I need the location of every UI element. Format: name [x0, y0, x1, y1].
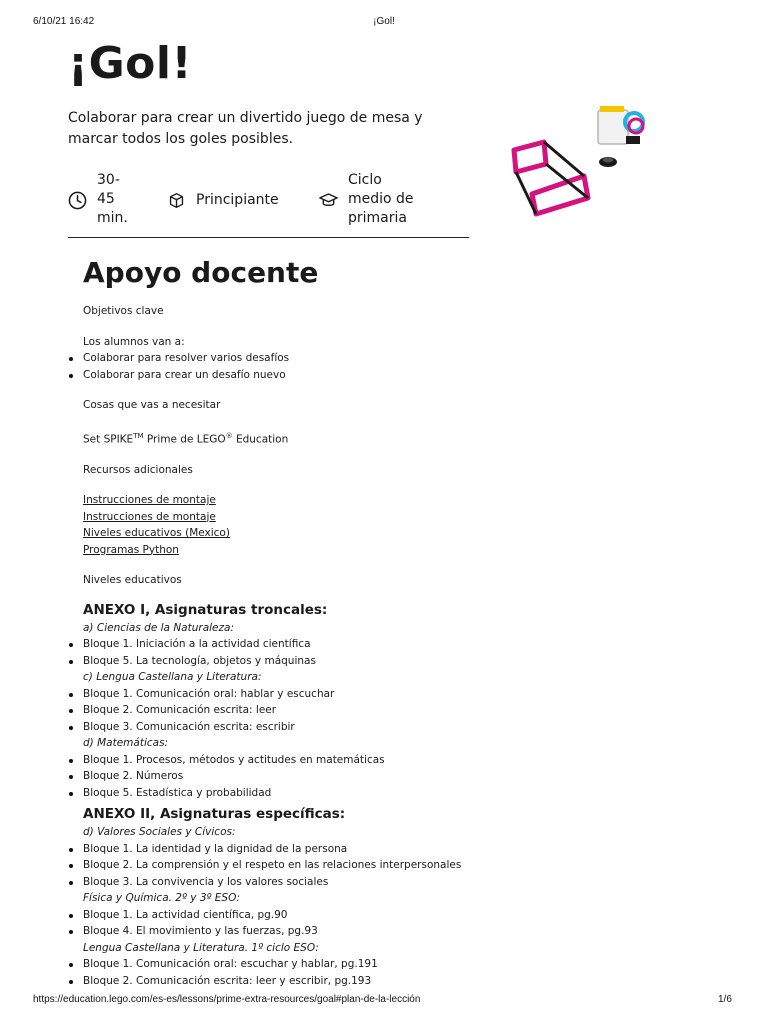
section-title: Apoyo docente [83, 256, 319, 289]
list-item: Bloque 2. La comprensión y el respeto en las relaciones interpersonales [83, 857, 703, 874]
print-url: https://education.lego.com/es-es/lessons/prime-extra-resources/goal#plan-de-la-lección [33, 994, 421, 1005]
resources-heading: Recursos adicionales [83, 463, 193, 476]
list-item: Bloque 2. Números [83, 768, 703, 785]
list-item: Bloque 4. El movimiento y las fuerzas, pg.93 [83, 923, 703, 940]
registered-mark: ® [225, 431, 233, 440]
curriculum-list [83, 907, 703, 940]
difficulty-level: Principiante [196, 192, 279, 208]
list-item: Bloque 3. Comunicación escrita: escribir [83, 719, 703, 736]
list-item: Colaborar para resolver varios desafíos [83, 350, 703, 367]
curriculum-list [83, 956, 703, 989]
link-building-instructions-1[interactable]: Instrucciones de montaje [83, 494, 216, 506]
list-item: Bloque 1. La identidad y la dignidad de la persona [83, 841, 703, 858]
page-number: 1/6 [718, 994, 732, 1005]
needs-heading: Cosas que vas a necesitar [83, 399, 221, 411]
lesson-meta [68, 170, 468, 230]
teacher-support-content [83, 303, 703, 989]
students-intro: Los alumnos van a: [83, 335, 185, 348]
lesson-description: Colaborar para crear un divertido juego de mesa y marcar todos los goles posibles. [68, 110, 423, 147]
trademark-mark: TM [133, 431, 144, 440]
curriculum-list [83, 841, 703, 891]
list-item: Bloque 5. La tecnología, objetos y máquinas [83, 653, 703, 670]
grade-line: medio de [348, 191, 414, 207]
set-name-part: Education [232, 433, 289, 445]
lesson-title: ¡Gol! [68, 38, 193, 89]
duration-line: 45 [97, 191, 115, 207]
list-item: Bloque 3. La convivencia y los valores sociales [83, 874, 703, 891]
lego-model-image [502, 98, 652, 218]
levels-heading: Niveles educativos [83, 574, 182, 586]
list-item: Bloque 1. Comunicación oral: hablar y escuchar [83, 686, 703, 703]
curriculum-list [83, 636, 703, 669]
graduation-cap-icon [319, 192, 338, 209]
clock-icon [68, 191, 87, 210]
list-item: Colaborar para crear un desafío nuevo [83, 367, 703, 384]
subject-heading: Física y Química. 2º y 3º ESO: [83, 892, 241, 904]
grade-level [348, 171, 414, 228]
print-header [0, 0, 768, 30]
set-name [83, 428, 703, 448]
list-item: Bloque 2. Comunicación escrita: leer [83, 702, 703, 719]
list-item: Bloque 2. Comunicación escrita: leer y escribir, pg.193 [83, 973, 703, 990]
list-item: Bloque 5. Estadística y probabilidad [83, 785, 703, 802]
curriculum-list [83, 752, 703, 802]
annex1-title: ANEXO I, Asignaturas troncales: [83, 601, 328, 618]
list-item: Bloque 1. Comunicación oral: escuchar y hablar, pg.191 [83, 956, 703, 973]
list-item: Bloque 1. Procesos, métodos y actitudes en matemáticas [83, 752, 703, 769]
curriculum-list [83, 686, 703, 736]
list-item: Bloque 1. La actividad científica, pg.90 [83, 907, 703, 924]
objectives-heading: Objetivos clave [83, 305, 164, 317]
set-name-part: Set SPIKE [83, 433, 134, 445]
annex2-title: ANEXO II, Asignaturas específicas: [83, 806, 346, 822]
print-datetime: 6/10/21 16:42 [33, 16, 95, 27]
grade-line: Ciclo [348, 172, 382, 188]
divider [68, 237, 469, 238]
list-item: Bloque 1. Iniciación a la actividad científica [83, 636, 703, 653]
grade-line: primaria [348, 210, 407, 226]
subject-heading: a) Ciencias de la Naturaleza: [83, 621, 234, 634]
subject-heading: Lengua Castellana y Literatura. 1º ciclo ESO: [83, 941, 319, 954]
duration-line: 30- [97, 172, 120, 188]
objectives-list [83, 350, 703, 383]
duration-line: min. [97, 210, 128, 226]
cube-icon [168, 192, 185, 209]
duration [97, 171, 128, 228]
set-name-part: Prime de LEGO [143, 433, 226, 445]
link-building-instructions-2[interactable]: Instrucciones de montaje [83, 510, 216, 523]
subject-heading: d) Valores Sociales y Cívicos: [83, 826, 236, 838]
subject-heading: d) Matemáticas: [83, 737, 169, 749]
print-page-title: ¡Gol! [373, 16, 395, 27]
link-python-programs[interactable]: Programas Python [83, 543, 179, 556]
link-education-levels-mexico[interactable]: Niveles educativos (Mexico) [83, 527, 230, 539]
subject-heading: c) Lengua Castellana y Literatura: [83, 671, 262, 683]
